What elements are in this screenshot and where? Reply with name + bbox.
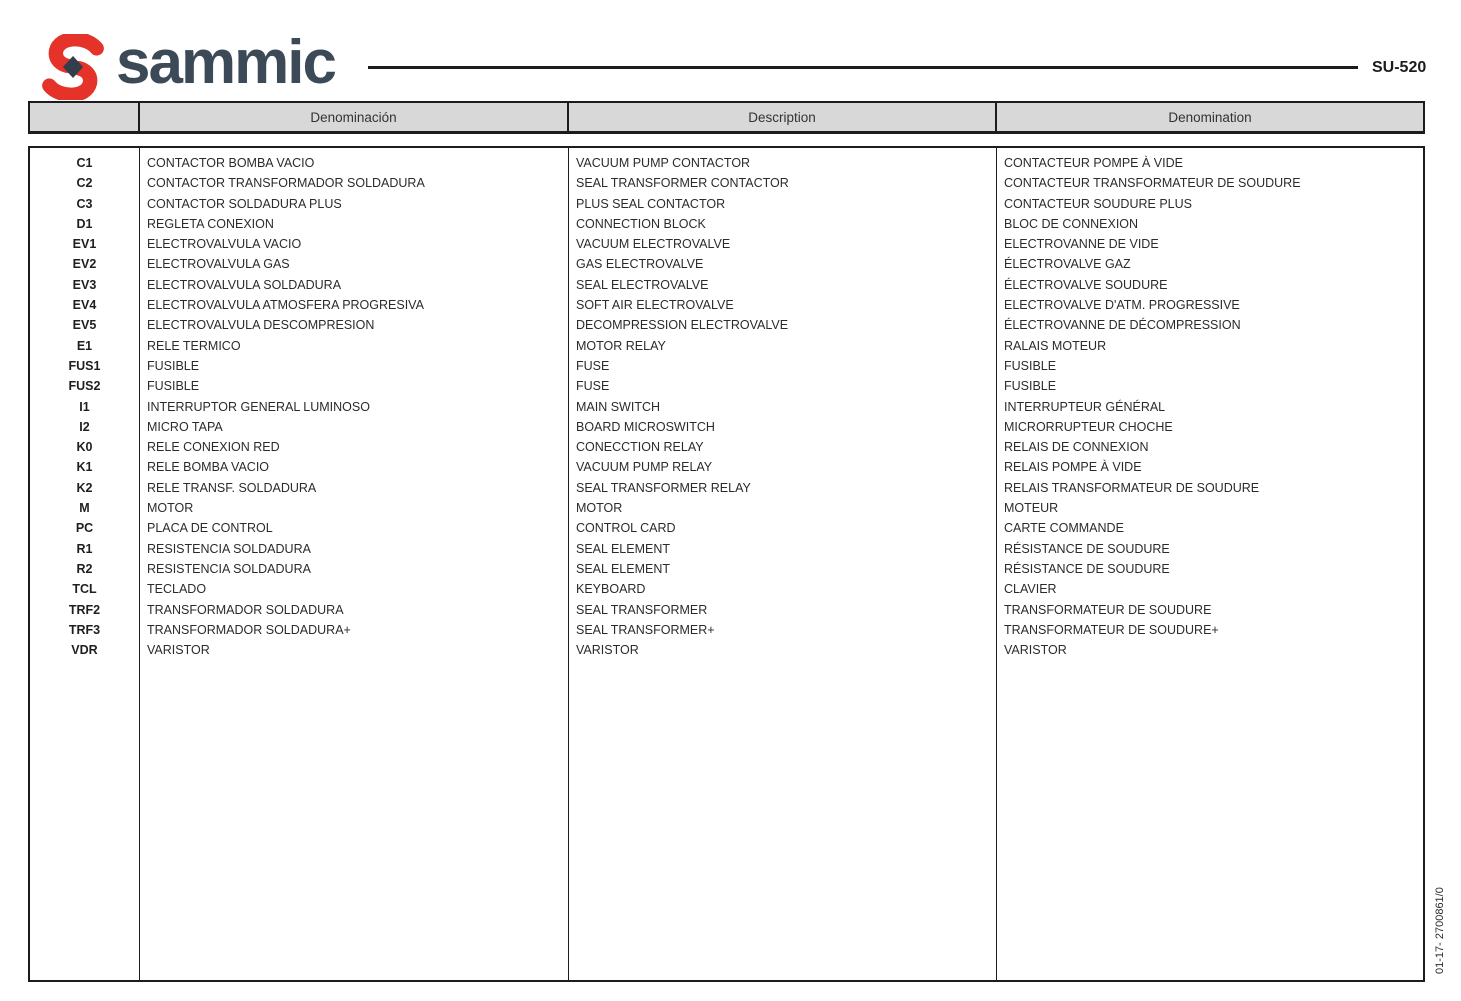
column-description (569, 148, 997, 980)
description-cell: BOARD MICROSWITCH (576, 419, 715, 434)
table-body (28, 146, 1425, 982)
denomination-cell: CONTACTEUR TRANSFORMATEUR DE SOUDURE (1004, 176, 1301, 191)
denominacion-cell: VARISTOR (147, 643, 210, 658)
description-cell: SEAL ELEMENT (576, 541, 671, 556)
code-cell: R2 (76, 561, 93, 576)
description-cell: GAS ELECTROVALVE (576, 257, 704, 272)
header-cell-description: Description (569, 103, 997, 131)
code-cell: I2 (79, 419, 90, 434)
denominacion-cell: FUSIBLE (147, 358, 200, 373)
code-cell: TRF3 (68, 622, 101, 637)
denominacion-cell: RELE TRANSF. SOLDADURA (147, 480, 317, 495)
denomination-cell: RELAIS DE CONNEXION (1004, 440, 1149, 455)
description-cell: MOTOR RELAY (576, 338, 666, 353)
description-cell: SEAL TRANSFORMER (576, 602, 708, 617)
denominacion-cell: INTERRUPTOR GENERAL LUMINOSO (147, 399, 370, 414)
code-cell: PC (75, 521, 94, 536)
denomination-cell: FUSIBLE (1004, 358, 1057, 373)
denomination-cell: RELAIS POMPE À VIDE (1004, 460, 1142, 475)
description-cell: FUSE (576, 358, 610, 373)
denominacion-cell: ELECTROVALVULA GAS (147, 257, 290, 272)
code-cell: EV5 (72, 318, 97, 333)
code-cell: EV1 (72, 237, 97, 252)
denominacion-cell: ELECTROVALVULA SOLDADURA (147, 277, 342, 292)
description-cell: SOFT AIR ELECTROVALVE (576, 298, 734, 313)
denominacion-cell: TRANSFORMADOR SOLDADURA+ (147, 622, 351, 637)
description-cell: MOTOR (576, 501, 623, 516)
denomination-cell: ÉLECTROVANNE DE DÉCOMPRESSION (1004, 318, 1241, 333)
denomination-cell: ÉLECTROVALVE GAZ (1004, 257, 1131, 272)
denominacion-cell: MOTOR (147, 501, 194, 516)
description-cell: CONECCTION RELAY (576, 440, 704, 455)
column-denomination (997, 148, 1423, 980)
code-cell: K2 (76, 480, 93, 495)
denomination-cell: RÉSISTANCE DE SOUDURE (1004, 541, 1170, 556)
denomination-cell: MOTEUR (1004, 501, 1059, 516)
denominacion-cell: ELECTROVALVULA DESCOMPRESION (147, 318, 375, 333)
code-cell: I1 (79, 399, 90, 414)
description-cell: CONTROL CARD (576, 521, 676, 536)
description-cell: SEAL TRANSFORMER+ (576, 622, 715, 637)
denominacion-cell: ELECTROVALVULA ATMOSFERA PROGRESIVA (147, 298, 424, 313)
denominacion-cell: RELE TERMICO (147, 338, 241, 353)
denomination-cell: ELECTROVANNE DE VIDE (1004, 237, 1159, 252)
denomination-cell: CLAVIER (1004, 582, 1057, 597)
denominacion-cell: RESISTENCIA SOLDADURA (147, 541, 311, 556)
description-cell: DECOMPRESSION ELECTROVALVE (576, 318, 789, 333)
code-cell: FUS2 (68, 379, 101, 394)
code-cell: M (79, 501, 90, 516)
denominacion-cell: FUSIBLE (147, 379, 200, 394)
code-cell: TRF2 (68, 602, 101, 617)
denomination-cell: RELAIS TRANSFORMATEUR DE SOUDURE (1004, 480, 1260, 495)
code-cell: VDR (71, 643, 98, 658)
code-cell: EV2 (72, 257, 97, 272)
description-cell: SEAL TRANSFORMER RELAY (576, 480, 751, 495)
code-cell: C2 (76, 176, 93, 191)
denominacion-cell: ELECTROVALVULA VACIO (147, 237, 302, 252)
code-cell: K1 (76, 460, 93, 475)
document-reference-number: 01-17- 2700861/0 (1434, 887, 1446, 974)
denomination-cell: CONTACTEUR POMPE À VIDE (1004, 156, 1183, 170)
denomination-cell: ÉLECTROVALVE SOUDURE (1004, 277, 1168, 292)
model-number: SU-520 (1372, 59, 1427, 76)
description-cell: VACUUM PUMP CONTACTOR (576, 156, 751, 170)
denomination-cell: RÉSISTANCE DE SOUDURE (1004, 561, 1170, 576)
denomination-cell: CONTACTEUR SOUDURE PLUS (1004, 196, 1192, 211)
denominacion-cell: CONTACTOR SOLDADURA PLUS (147, 196, 342, 211)
header-cell-denominacion: Denominación (140, 103, 569, 131)
denominacion-cell: CONTACTOR TRANSFORMADOR SOLDADURA (147, 176, 425, 191)
column-denominacion (140, 148, 569, 980)
description-cell: FUSE (576, 379, 610, 394)
denomination-cell: TRANSFORMATEUR DE SOUDURE (1004, 602, 1212, 617)
denomination-cell: RALAIS MOTEUR (1004, 338, 1107, 353)
denomination-cell: ELECTROVALVE D'ATM. PROGRESSIVE (1004, 298, 1240, 313)
description-cell: SEAL ELEMENT (576, 561, 671, 576)
code-cell: TCL (72, 582, 97, 597)
denomination-cell: FUSIBLE (1004, 379, 1057, 394)
code-cell: EV4 (72, 298, 97, 313)
denomination-cell: MICRORRUPTEUR CHOCHE (1004, 419, 1173, 434)
description-cell: VARISTOR (576, 643, 639, 658)
header-divider-line (368, 66, 1358, 69)
brand-wordmark: sammic (116, 28, 335, 97)
description-cell: SEAL ELECTROVALVE (576, 277, 709, 292)
code-cell: C1 (76, 156, 93, 170)
description-cell: CONNECTION BLOCK (576, 216, 706, 231)
denominacion-cell: PLACA DE CONTROL (147, 521, 273, 536)
denominacion-cell: MICRO TAPA (147, 419, 223, 434)
denomination-cell: BLOC DE CONNEXION (1004, 216, 1139, 231)
denomination-cell: TRANSFORMATEUR DE SOUDURE+ (1004, 622, 1219, 637)
header-cell-code (30, 103, 140, 131)
description-cell: KEYBOARD (576, 582, 646, 597)
code-cell: C3 (76, 196, 93, 211)
denomination-cell: VARISTOR (1004, 643, 1067, 658)
denominacion-cell: RELE CONEXION RED (147, 440, 280, 455)
denomination-cell: CARTE COMMANDE (1004, 521, 1124, 536)
denomination-cell: INTERRUPTEUR GÉNÉRAL (1004, 399, 1166, 414)
description-cell: PLUS SEAL CONTACTOR (576, 196, 726, 211)
denominacion-cell: CONTACTOR BOMBA VACIO (147, 156, 315, 170)
code-cell: FUS1 (68, 358, 101, 373)
sammic-s-icon (28, 34, 118, 100)
denominacion-cell: TECLADO (147, 582, 207, 597)
code-cell: K0 (76, 440, 93, 455)
code-cell: R1 (76, 541, 93, 556)
column-codes (30, 148, 140, 980)
denominacion-cell: RELE BOMBA VACIO (147, 460, 270, 475)
description-cell: MAIN SWITCH (576, 399, 661, 414)
description-cell: VACUUM ELECTROVALVE (576, 237, 731, 252)
denominacion-cell: REGLETA CONEXION (147, 216, 274, 231)
code-cell: EV3 (72, 277, 97, 292)
header-cell-denomination: Denomination (1168, 109, 1252, 125)
denominacion-cell: RESISTENCIA SOLDADURA (147, 561, 311, 576)
description-cell: VACUUM PUMP RELAY (576, 460, 713, 475)
denominacion-cell: TRANSFORMADOR SOLDADURA (147, 602, 344, 617)
description-cell: SEAL TRANSFORMER CONTACTOR (576, 176, 789, 191)
code-cell: D1 (76, 216, 93, 231)
code-cell: E1 (76, 338, 93, 353)
table-header-row (28, 101, 1425, 134)
